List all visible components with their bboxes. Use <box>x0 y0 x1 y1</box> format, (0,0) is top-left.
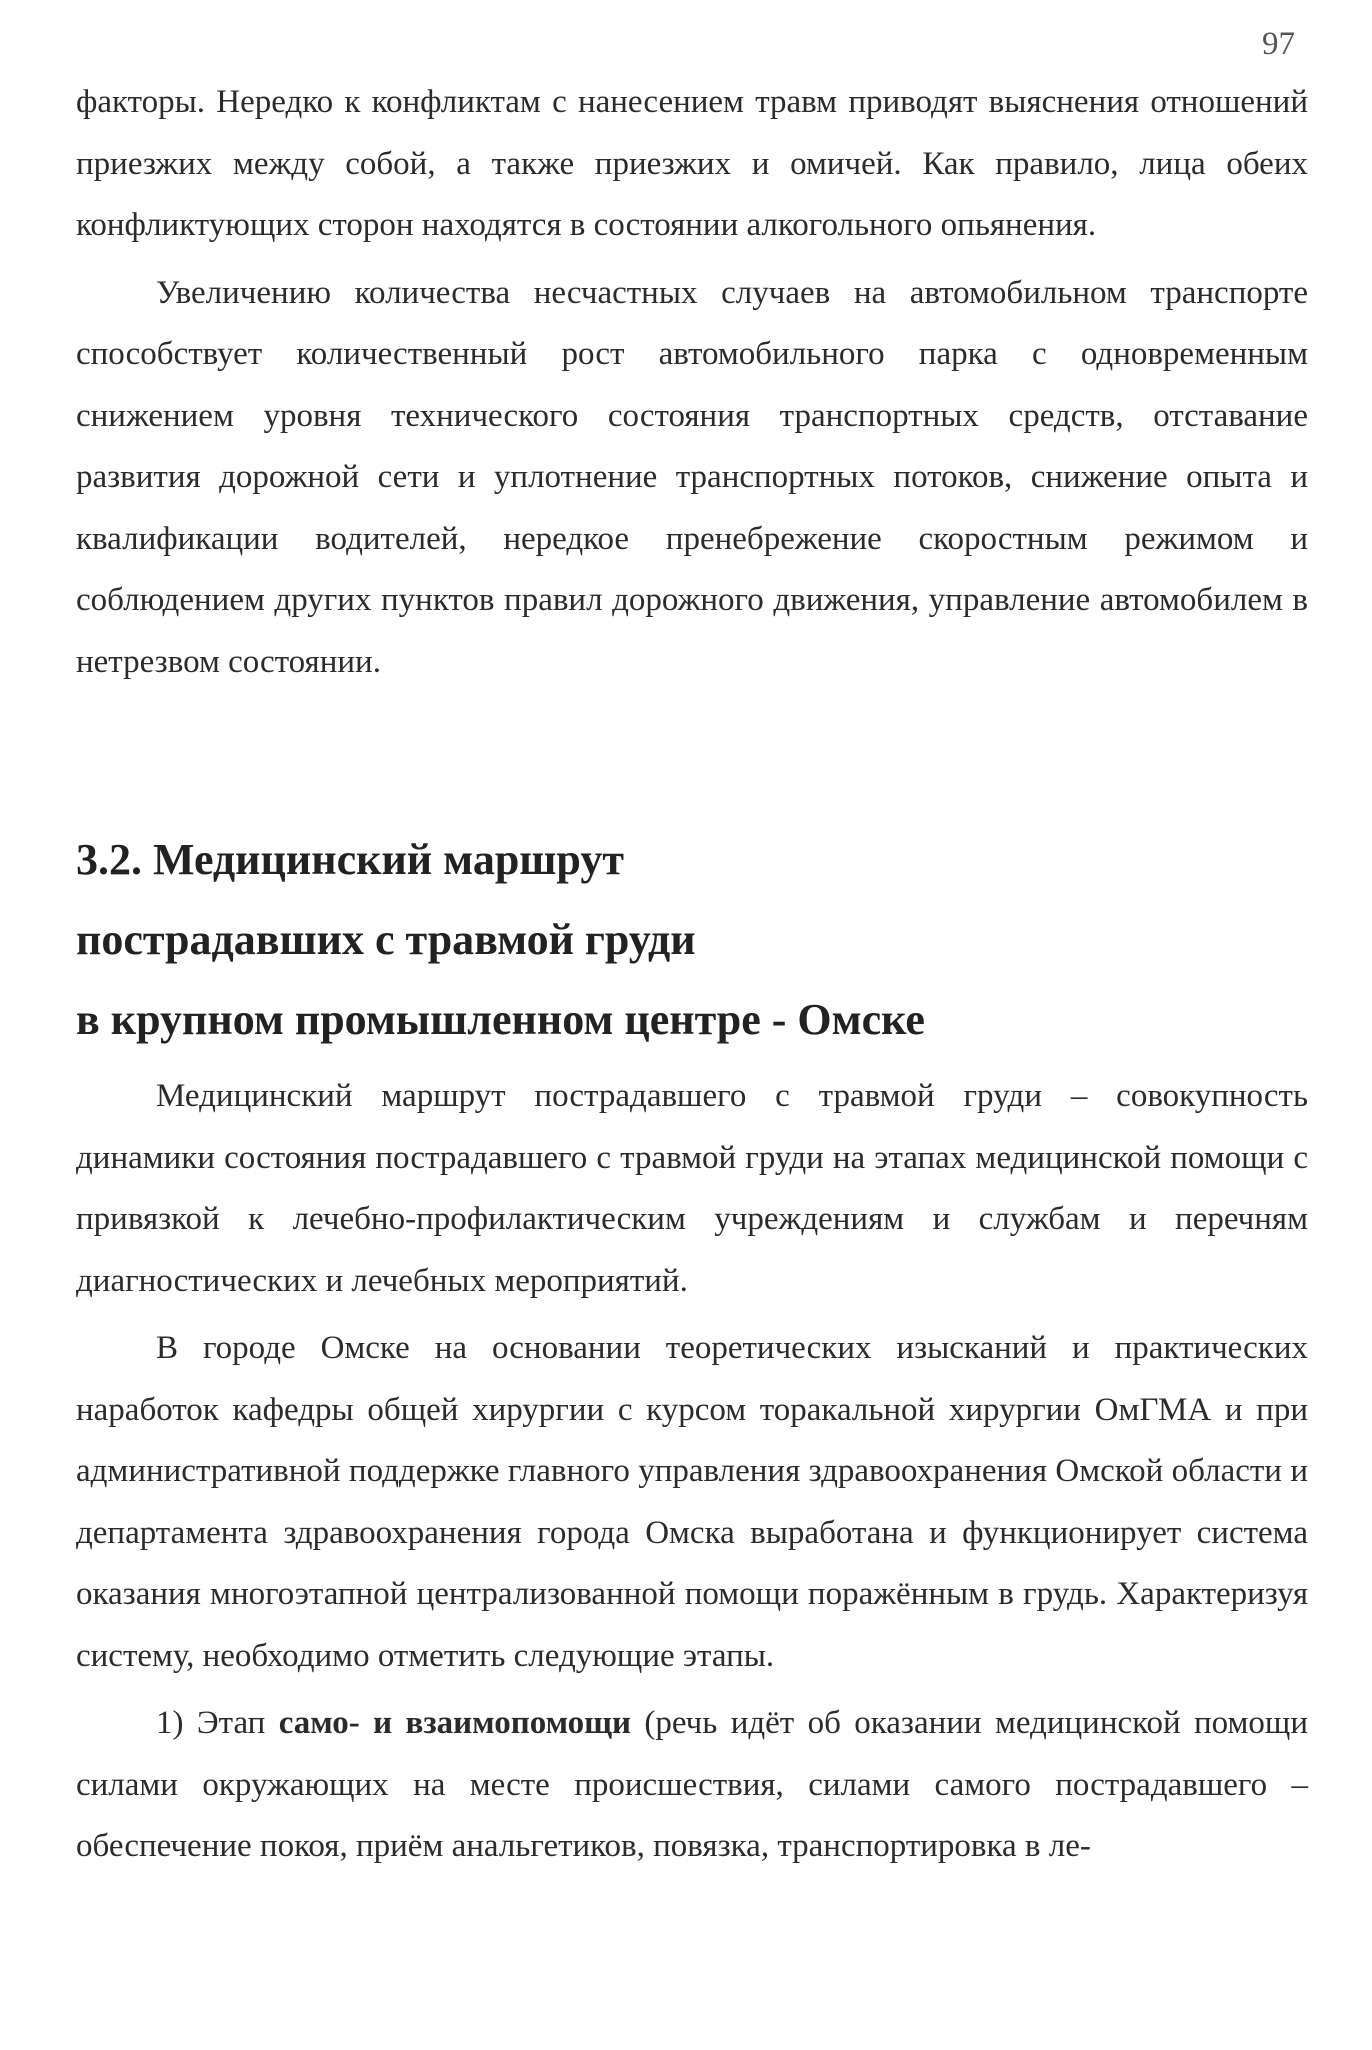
text-block-bottom <box>76 1066 1308 1878</box>
stage-1-prefix: 1) Этап <box>156 1705 279 1741</box>
section-heading-line-2: пострадавших с травмой груди <box>76 915 696 964</box>
text-block-top <box>76 72 1308 693</box>
page-number: 97 <box>1262 26 1295 62</box>
stage-1-title: само- и взаимопомощи <box>278 1705 631 1741</box>
paragraph-medical-route-definition: Медицинский маршрут пострадавшего с травмой груди – совокупность динамики состояния пострадавшего с травмой груди на этапах медицинской помощи с привязкой к лечебно-профилактическим учреждениям и службам и перечням диагностических и лечебных мероприятий. <box>76 1078 1308 1299</box>
paragraph-stage-1 <box>76 1693 1308 1878</box>
paragraph-omsk-system: В городе Омске на основании теоретических изысканий и практических наработок кафедры общей хирургии с курсом торакальной хирургии ОмГМА и при административной поддержке главного управления здравоохранения Омской области и департамента здравоохранения города Омска выработана и функционирует система оказания многоэтапной централизованной помощи поражённым в грудь. Характеризуя систему, необходимо отметить следующие этапы. <box>76 1330 1308 1674</box>
section-heading-line-1: 3.2. Медицинский маршрут <box>76 835 624 884</box>
stage-1-description: (речь идёт об оказании медицинской помощи силами окружающих на месте происшествия, силами самого пострадавшего – обеспечение покоя, приём анальгетиков, повязка, транспортировка в ле- <box>76 1705 1308 1864</box>
section-heading-line-3: в крупном промышленном центре - Омске <box>76 995 925 1044</box>
paragraph-road-accidents: Увеличению количества несчастных случаев на автомобильном транспорте способствует количественный рост автомобильного парка с одновременным снижением уровня технического состояния транспортных средств, отставание развития дорожной сети и уплотнение транспортных потоков, снижение опыта и квалификации водителей, нередкое пренебрежение скоростным режимом и соблюдением других пунктов правил дорожного движения, управление автомобилем в нетрезвом состоянии. <box>76 274 1308 680</box>
paragraph-conflicts: факторы. Нередко к конфликтам с нанесением травм приводят выяснения отношений приезжих между собой, а также приезжих и омичей. Как правило, лица обеих конфликтующих сторон находятся в состоянии алкогольного опьянения. <box>76 84 1308 243</box>
